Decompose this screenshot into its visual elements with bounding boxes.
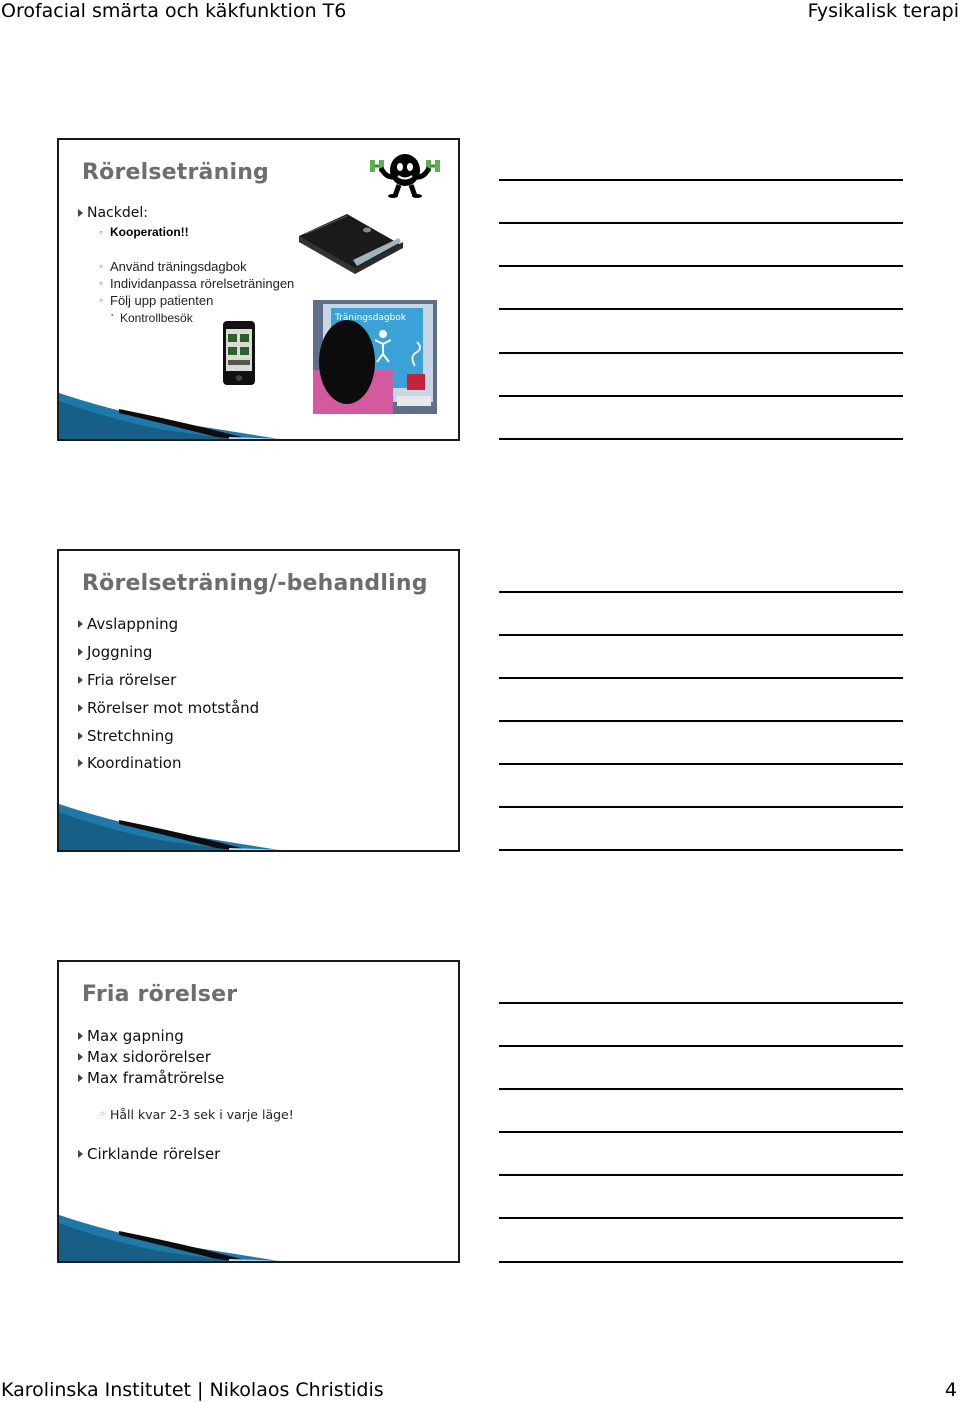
sub-item-emphasis: ◦ Kooperation!! xyxy=(110,225,189,239)
bullet-item: Stretchning xyxy=(87,727,174,745)
note-line xyxy=(499,634,903,636)
slide-3 xyxy=(57,960,460,1263)
screen-label: Träningsdagbok xyxy=(335,313,407,323)
note-line xyxy=(499,179,903,181)
sub-sub-item: ▪ Kontrollbesök xyxy=(120,311,193,325)
bullet-item: Fria rörelser xyxy=(87,671,177,689)
wallet-icon xyxy=(295,212,407,274)
note-line xyxy=(499,849,903,851)
slide-title: Fria rörelser xyxy=(82,982,238,1007)
bullet-item: Nackdel: xyxy=(87,205,148,221)
note-line xyxy=(499,763,903,765)
bullet-item: Joggning xyxy=(87,643,153,661)
phone-icon xyxy=(222,320,256,386)
note-line xyxy=(499,591,903,593)
sub-item: ◦ Följ upp patienten xyxy=(110,293,213,308)
sub-item: ◦ Individanpassa rörelseträningen xyxy=(110,276,294,291)
slide-title: Rörelseträning xyxy=(82,160,270,185)
note-line xyxy=(499,1088,903,1090)
bullet-item: Koordination xyxy=(87,754,182,772)
note-line xyxy=(499,1045,903,1047)
page-header-course: Orofacial smärta och käkfunktion T6 xyxy=(1,0,347,22)
page-number: 4 xyxy=(944,1379,957,1401)
slide-decoration-wave xyxy=(59,790,458,850)
note-line xyxy=(499,308,903,310)
note-line xyxy=(499,1261,903,1263)
note-line xyxy=(499,395,903,397)
note-line xyxy=(499,806,903,808)
note-line xyxy=(499,265,903,267)
bullet-item: Cirklande rörelser xyxy=(87,1145,221,1163)
sub-item: ◦ Håll kvar 2-3 sek i varje läge! xyxy=(110,1107,294,1122)
strongman-icon xyxy=(369,146,441,198)
slide-title: Rörelseträning/-behandling xyxy=(82,571,428,596)
bullet-item: Max sidorörelser xyxy=(87,1048,211,1066)
slide-2 xyxy=(57,549,460,852)
page-header-topic: Fysikalisk terapi xyxy=(807,0,959,22)
note-line xyxy=(499,1174,903,1176)
bullet-item: Avslappning xyxy=(87,615,179,633)
slide-decoration-wave xyxy=(59,1201,458,1261)
note-line xyxy=(499,352,903,354)
slide-1 xyxy=(57,138,460,441)
bullet-item: Max framåtrörelse xyxy=(87,1069,225,1087)
note-line xyxy=(499,438,903,440)
note-line xyxy=(499,1217,903,1219)
bullet-item: Max gapning xyxy=(87,1027,184,1045)
sub-item: ◦ Använd träningsdagbok xyxy=(110,259,247,274)
note-line xyxy=(499,1002,903,1004)
bullet-item: Rörelser mot motstånd xyxy=(87,699,260,717)
note-line xyxy=(499,720,903,722)
note-line xyxy=(499,677,903,679)
slide-decoration-wave xyxy=(59,379,458,439)
note-line xyxy=(499,1131,903,1133)
note-line xyxy=(499,222,903,224)
page-footer-institution: Karolinska Institutet | Nikolaos Christidis xyxy=(1,1379,384,1401)
